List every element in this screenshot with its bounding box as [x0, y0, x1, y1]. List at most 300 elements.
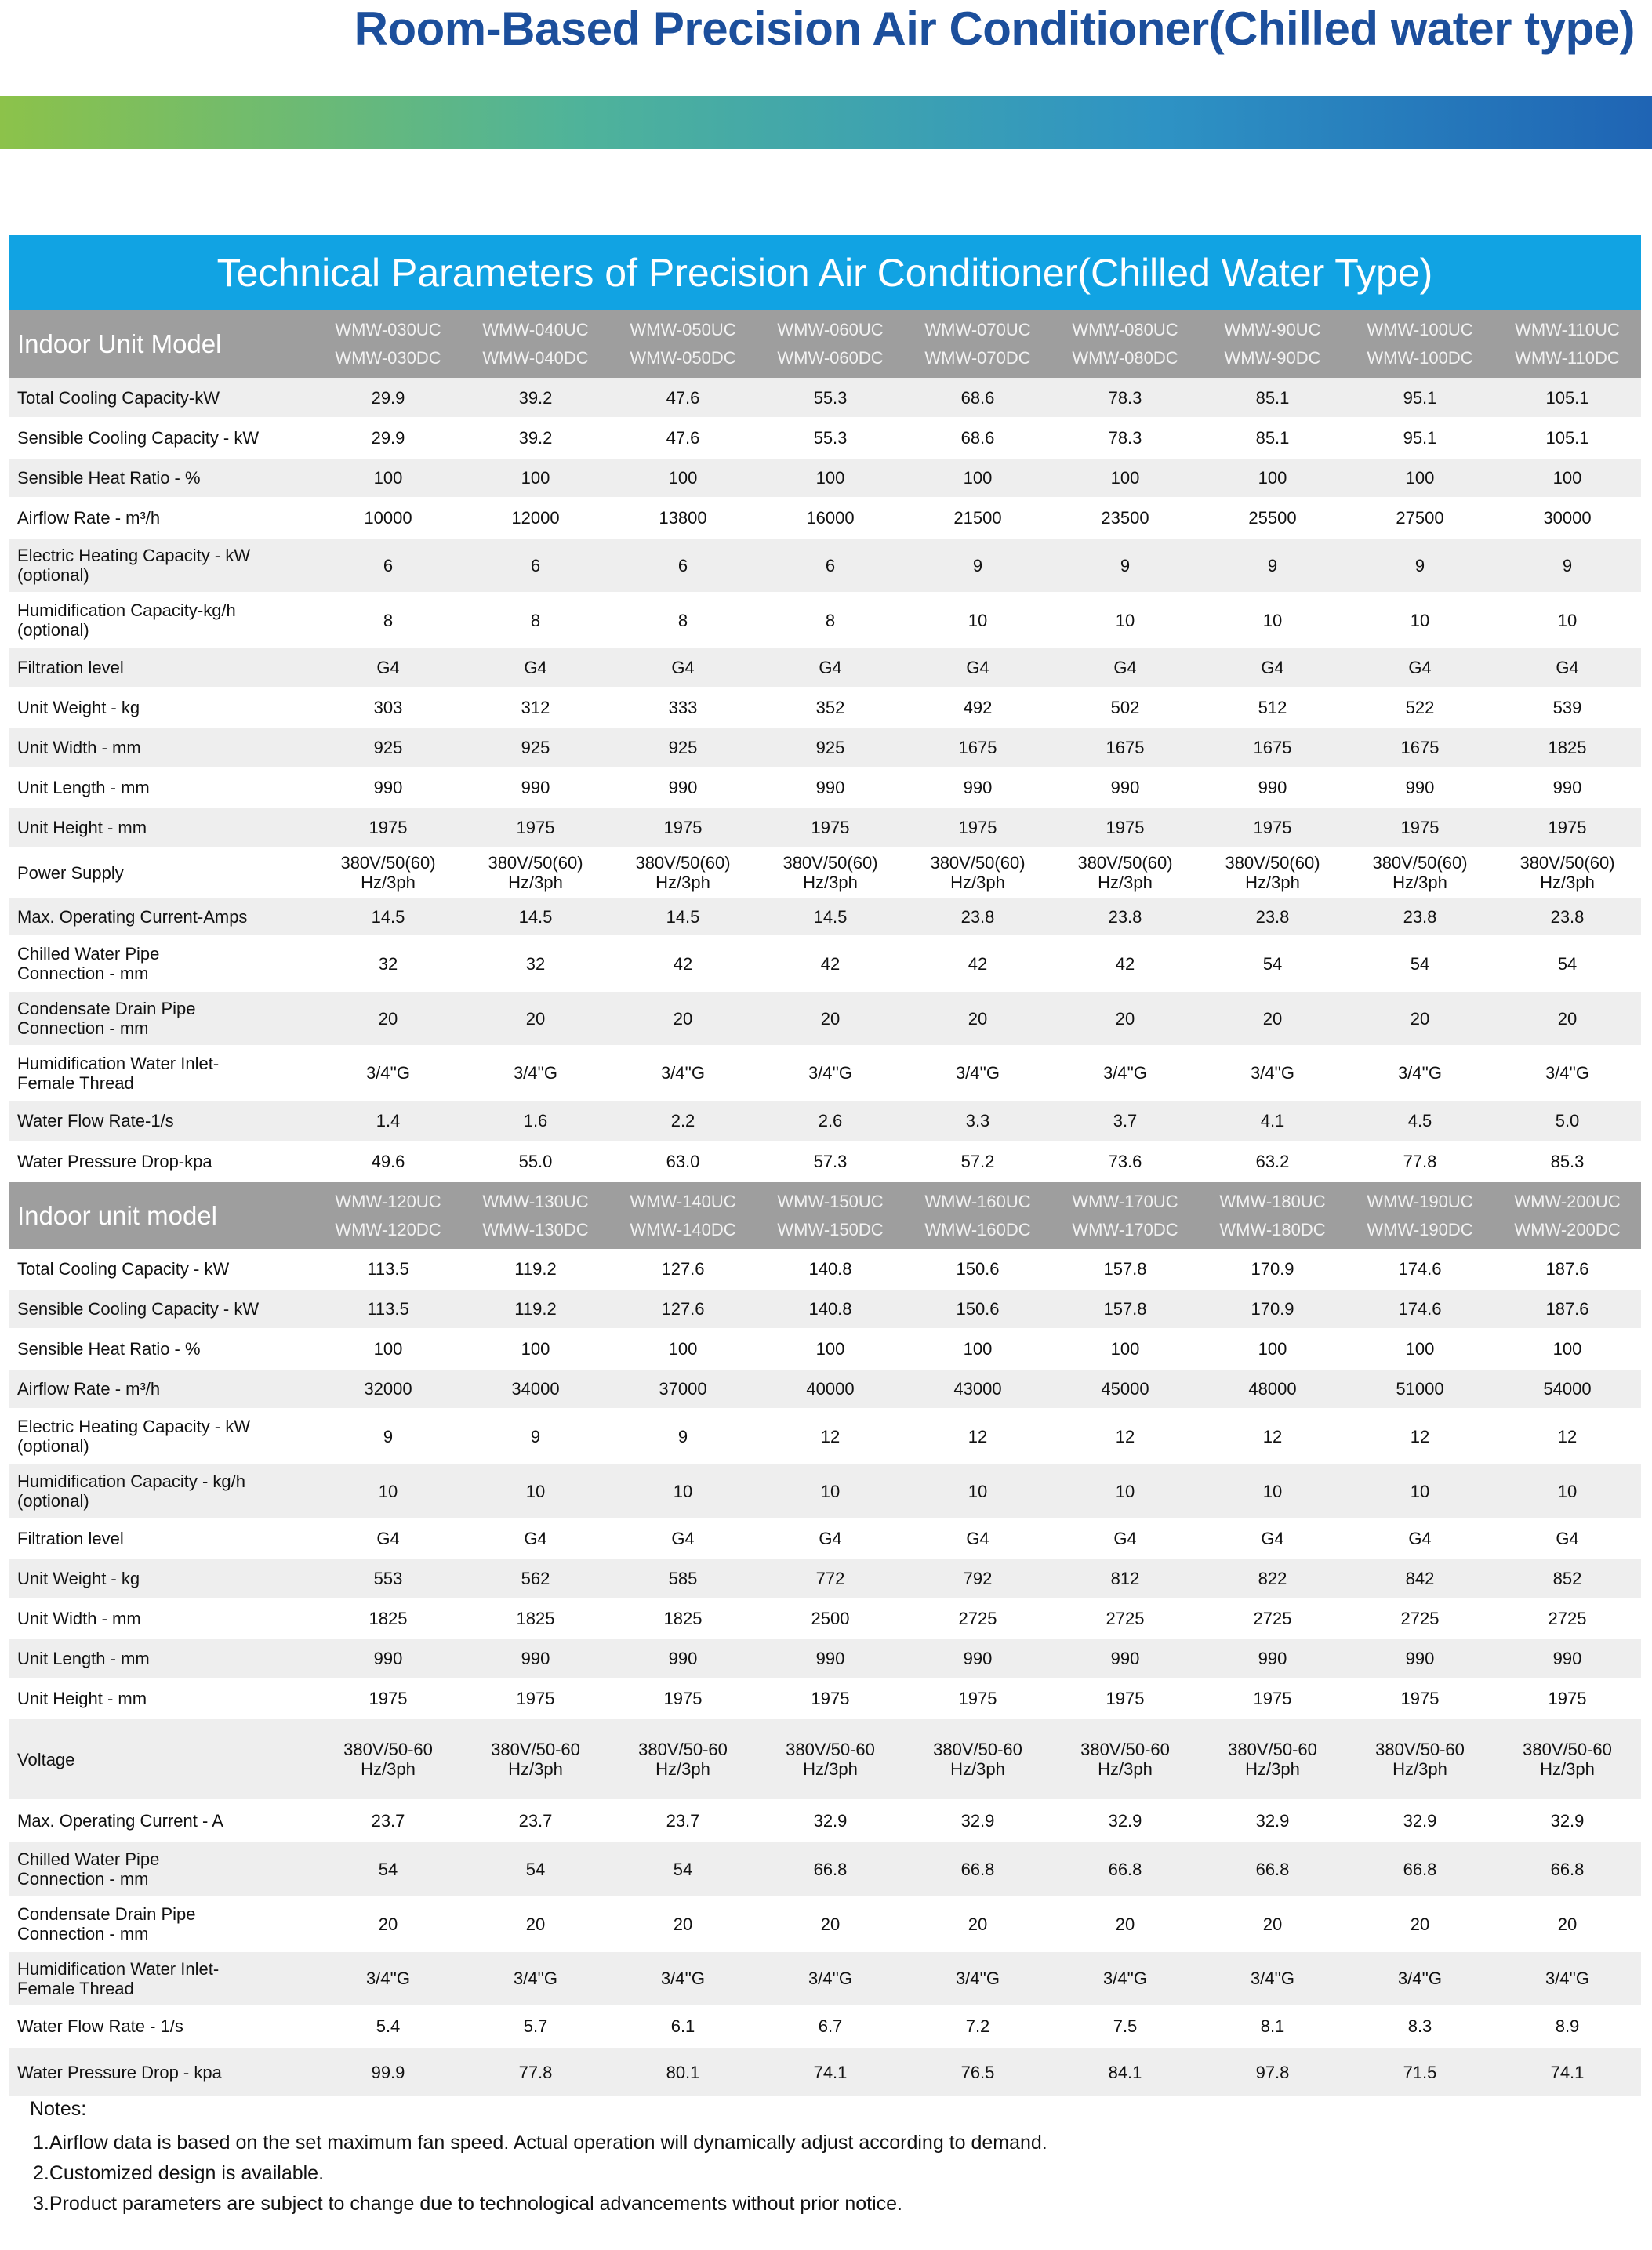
value-cell: 1825: [1494, 728, 1641, 768]
value-cell: 9: [1051, 538, 1199, 593]
value-cell: 23.7: [609, 1800, 757, 1842]
spec-table: [9, 310, 1641, 2098]
value-cell: 380V/50(60) Hz/3ph: [1051, 847, 1199, 898]
decorative-gradient-band: [0, 96, 1652, 149]
parameter-label: Max. Operating Current - A: [9, 1800, 314, 1842]
value-cell: 10: [757, 1464, 904, 1519]
value-cell: 20: [1494, 991, 1641, 1046]
value-cell: 10: [1346, 1464, 1494, 1519]
table-row: [9, 1718, 1641, 1800]
table-row: [9, 768, 1641, 807]
parameter-label: Filtration level: [9, 648, 314, 688]
value-cell: 10: [1346, 593, 1494, 648]
value-cell: 1975: [609, 1678, 757, 1718]
model-header-cell: [609, 1181, 757, 1249]
value-cell: 1975: [314, 1678, 462, 1718]
value-cell: 29.9: [314, 418, 462, 458]
value-cell: 55.0: [462, 1141, 609, 1181]
value-cell: 10: [904, 593, 1051, 648]
value-cell: 85.1: [1199, 418, 1346, 458]
value-cell: 23.8: [1346, 898, 1494, 936]
model-code: WMW-190UC: [1367, 1191, 1473, 1211]
value-cell: 14.5: [462, 898, 609, 936]
model-code: WMW-140UC: [630, 1191, 736, 1211]
value-cell: 54: [314, 1842, 462, 1896]
model-code: WMW-200DC: [1514, 1219, 1621, 1239]
value-cell: 990: [757, 1639, 904, 1678]
value-cell: 522: [1346, 688, 1494, 728]
value-cell: 10: [1051, 593, 1199, 648]
value-cell: 3/4''G: [609, 1046, 757, 1100]
model-header-cell: [314, 1181, 462, 1249]
value-cell: 25500: [1199, 498, 1346, 538]
value-cell: 3/4''G: [1346, 1046, 1494, 1100]
value-cell: G4: [1346, 1519, 1494, 1559]
value-cell: 990: [904, 1639, 1051, 1678]
table-row: [9, 991, 1641, 1046]
value-cell: 1975: [1346, 807, 1494, 847]
model-code: WMW-040UC: [482, 320, 589, 339]
value-cell: G4: [462, 1519, 609, 1559]
value-cell: 2725: [1199, 1599, 1346, 1639]
parameter-label: Power Supply: [9, 847, 314, 898]
value-cell: G4: [314, 648, 462, 688]
value-cell: 990: [1051, 768, 1199, 807]
table-row: [9, 1329, 1641, 1369]
value-cell: 57.3: [757, 1141, 904, 1181]
value-cell: 9: [904, 538, 1051, 593]
value-cell: G4: [609, 648, 757, 688]
model-code: WMW-040DC: [482, 348, 589, 368]
parameter-label: Electric Heating Capacity - kW (optional): [9, 538, 314, 593]
value-cell: 85.1: [1199, 378, 1346, 418]
model-header-cell: [314, 310, 462, 378]
value-cell: 9: [314, 1409, 462, 1464]
value-cell: 12: [1051, 1409, 1199, 1464]
value-cell: 3/4''G: [1494, 1951, 1641, 2005]
value-cell: 1.4: [314, 1100, 462, 1141]
value-cell: 5.0: [1494, 1100, 1641, 1141]
value-cell: 100: [314, 458, 462, 498]
value-cell: 43000: [904, 1369, 1051, 1409]
table-row: [9, 498, 1641, 538]
model-code: WMW-100DC: [1367, 348, 1473, 368]
value-cell: 812: [1051, 1559, 1199, 1599]
value-cell: 3/4''G: [1494, 1046, 1641, 1100]
value-cell: 20: [462, 1896, 609, 1951]
value-cell: 32.9: [1494, 1800, 1641, 1842]
value-cell: 127.6: [609, 1249, 757, 1289]
value-cell: G4: [1494, 648, 1641, 688]
table-row: [9, 728, 1641, 768]
value-cell: G4: [314, 1519, 462, 1559]
value-cell: 990: [1346, 768, 1494, 807]
value-cell: 1975: [1199, 1678, 1346, 1718]
value-cell: 73.6: [1051, 1141, 1199, 1181]
value-cell: 3/4''G: [1199, 1046, 1346, 1100]
value-cell: G4: [1494, 1519, 1641, 1559]
model-code: WMW-050UC: [630, 320, 736, 339]
parameter-label: Condensate Drain Pipe Connection - mm: [9, 1896, 314, 1951]
value-cell: 23.8: [1494, 898, 1641, 936]
table-row: [9, 1842, 1641, 1896]
table-row: [9, 898, 1641, 936]
parameter-label: Humidification Capacity - kg/h (optional): [9, 1464, 314, 1519]
value-cell: 925: [609, 728, 757, 768]
value-cell: 23.8: [1051, 898, 1199, 936]
value-cell: 2725: [1494, 1599, 1641, 1639]
value-cell: 6.7: [757, 2005, 904, 2047]
value-cell: 6: [314, 538, 462, 593]
table-row: [9, 1249, 1641, 1289]
model-code: WMW-170UC: [1072, 1191, 1178, 1211]
value-cell: 1825: [609, 1599, 757, 1639]
value-cell: 1975: [757, 807, 904, 847]
value-cell: 1975: [1051, 807, 1199, 847]
value-cell: 852: [1494, 1559, 1641, 1599]
value-cell: 380V/50-60 Hz/3ph: [1346, 1718, 1494, 1800]
value-cell: 42: [609, 936, 757, 991]
parameter-label: Unit Height - mm: [9, 807, 314, 847]
value-cell: 8.3: [1346, 2005, 1494, 2047]
parameter-label: Airflow Rate - m³/h: [9, 498, 314, 538]
value-cell: 492: [904, 688, 1051, 728]
value-cell: 8: [462, 593, 609, 648]
value-cell: 380V/50-60 Hz/3ph: [1494, 1718, 1641, 1800]
value-cell: G4: [904, 648, 1051, 688]
value-cell: 32.9: [757, 1800, 904, 1842]
value-cell: 502: [1051, 688, 1199, 728]
value-cell: 925: [314, 728, 462, 768]
value-cell: 10: [1051, 1464, 1199, 1519]
value-cell: 66.8: [1346, 1842, 1494, 1896]
parameter-label: Filtration level: [9, 1519, 314, 1559]
value-cell: 380V/50-60 Hz/3ph: [757, 1718, 904, 1800]
value-cell: 312: [462, 688, 609, 728]
value-cell: 6: [462, 538, 609, 593]
value-cell: 20: [609, 1896, 757, 1951]
value-cell: 32.9: [1199, 1800, 1346, 1842]
value-cell: 95.1: [1346, 418, 1494, 458]
value-cell: 68.6: [904, 418, 1051, 458]
value-cell: 12: [1199, 1409, 1346, 1464]
value-cell: 66.8: [1051, 1842, 1199, 1896]
value-cell: 3.3: [904, 1100, 1051, 1141]
value-cell: 150.6: [904, 1249, 1051, 1289]
value-cell: G4: [1051, 648, 1199, 688]
value-cell: 8.1: [1199, 2005, 1346, 2047]
value-cell: 1675: [1051, 728, 1199, 768]
value-cell: 990: [757, 768, 904, 807]
value-cell: 74.1: [757, 2047, 904, 2097]
table-row: [9, 593, 1641, 648]
value-cell: 40000: [757, 1369, 904, 1409]
value-cell: 20: [757, 1896, 904, 1951]
value-cell: 9: [1346, 538, 1494, 593]
value-cell: 78.3: [1051, 418, 1199, 458]
value-cell: 12: [904, 1409, 1051, 1464]
model-header-cell: [1494, 310, 1641, 378]
value-cell: 303: [314, 688, 462, 728]
model-code: WMW-140DC: [630, 1219, 736, 1239]
note-item: 1.Airflow data is based on the set maximum fan speed. Actual operation will dynamically adjust according to demand.: [33, 2132, 1047, 2154]
value-cell: 45000: [1051, 1369, 1199, 1409]
value-cell: 99.9: [314, 2047, 462, 2097]
value-cell: 14.5: [757, 898, 904, 936]
value-cell: 150.6: [904, 1289, 1051, 1329]
value-cell: 32.9: [904, 1800, 1051, 1842]
value-cell: 842: [1346, 1559, 1494, 1599]
table-row: [9, 1678, 1641, 1718]
value-cell: 1675: [1199, 728, 1346, 768]
value-cell: 100: [904, 458, 1051, 498]
value-cell: 10: [314, 1464, 462, 1519]
model-code: WMW-030UC: [335, 320, 441, 339]
value-cell: 2500: [757, 1599, 904, 1639]
table-row: [9, 1519, 1641, 1559]
parameter-label: Chilled Water Pipe Connection - mm: [9, 1842, 314, 1896]
value-cell: 23500: [1051, 498, 1199, 538]
value-cell: 100: [1346, 1329, 1494, 1369]
value-cell: 772: [757, 1559, 904, 1599]
value-cell: 32: [314, 936, 462, 991]
model-header-cell: [462, 1181, 609, 1249]
model-header-cell: [757, 310, 904, 378]
model-code: WMW-130DC: [482, 1219, 589, 1239]
value-cell: 9: [1199, 538, 1346, 593]
page-title: Room-Based Precision Air Conditioner(Chilled water type): [354, 2, 1635, 55]
value-cell: 100: [1199, 1329, 1346, 1369]
parameter-label: Water Pressure Drop - kpa: [9, 2047, 314, 2097]
value-cell: 20: [462, 991, 609, 1046]
value-cell: 3/4''G: [757, 1046, 904, 1100]
value-cell: 20: [314, 991, 462, 1046]
value-cell: 6: [609, 538, 757, 593]
table-row: [9, 1800, 1641, 1842]
value-cell: 20: [1346, 1896, 1494, 1951]
value-cell: 51000: [1346, 1369, 1494, 1409]
value-cell: 2725: [1051, 1599, 1199, 1639]
value-cell: 100: [757, 458, 904, 498]
value-cell: 66.8: [904, 1842, 1051, 1896]
value-cell: 380V/50-60 Hz/3ph: [314, 1718, 462, 1800]
table-row: [9, 1046, 1641, 1100]
table-row: [9, 538, 1641, 593]
table-row: [9, 688, 1641, 728]
model-header-label: Indoor unit model: [9, 1181, 314, 1249]
table-row: [9, 1369, 1641, 1409]
parameter-label: Unit Height - mm: [9, 1678, 314, 1718]
value-cell: 113.5: [314, 1249, 462, 1289]
model-code: WMW-120DC: [335, 1219, 441, 1239]
value-cell: G4: [904, 1519, 1051, 1559]
value-cell: 55.3: [757, 378, 904, 418]
value-cell: 9: [462, 1409, 609, 1464]
value-cell: 3/4''G: [1199, 1951, 1346, 2005]
value-cell: 54: [1494, 936, 1641, 991]
value-cell: 100: [1051, 458, 1199, 498]
parameter-label: Max. Operating Current-Amps: [9, 898, 314, 936]
model-header-cell: [1199, 1181, 1346, 1249]
value-cell: G4: [757, 1519, 904, 1559]
parameter-label: Total Cooling Capacity-kW: [9, 378, 314, 418]
parameter-label: Airflow Rate - m³/h: [9, 1369, 314, 1409]
value-cell: 5.4: [314, 2005, 462, 2047]
value-cell: 2.6: [757, 1100, 904, 1141]
value-cell: 32.9: [1346, 1800, 1494, 1842]
value-cell: 10: [1199, 1464, 1346, 1519]
value-cell: 990: [1346, 1639, 1494, 1678]
model-code: WMW-150DC: [777, 1219, 884, 1239]
value-cell: 10: [1494, 1464, 1641, 1519]
value-cell: 20: [904, 1896, 1051, 1951]
value-cell: 1975: [1199, 807, 1346, 847]
value-cell: 13800: [609, 498, 757, 538]
value-cell: 6: [757, 538, 904, 593]
value-cell: 16000: [757, 498, 904, 538]
value-cell: 48000: [1199, 1369, 1346, 1409]
model-code: WMW-110UC: [1515, 320, 1620, 339]
value-cell: 3.7: [1051, 1100, 1199, 1141]
table-row: [9, 2047, 1641, 2097]
value-cell: 990: [314, 768, 462, 807]
value-cell: 14.5: [314, 898, 462, 936]
note-item: 2.Customized design is available.: [33, 2162, 325, 2184]
value-cell: 380V/50-60 Hz/3ph: [904, 1718, 1051, 1800]
model-header-cell: [1051, 310, 1199, 378]
model-code: WMW-180DC: [1219, 1219, 1326, 1239]
value-cell: G4: [462, 648, 609, 688]
table-row: [9, 2005, 1641, 2047]
notes-heading: Notes:: [30, 2098, 87, 2120]
value-cell: 174.6: [1346, 1289, 1494, 1329]
value-cell: 1975: [462, 1678, 609, 1718]
value-cell: 100: [904, 1329, 1051, 1369]
value-cell: 100: [757, 1329, 904, 1369]
value-cell: 3/4''G: [314, 1951, 462, 2005]
value-cell: 8: [757, 593, 904, 648]
parameter-label: Sensible Heat Ratio - %: [9, 458, 314, 498]
value-cell: 822: [1199, 1559, 1346, 1599]
table-row: [9, 458, 1641, 498]
model-code: WMW-060UC: [777, 320, 884, 339]
table-row: [9, 648, 1641, 688]
value-cell: 100: [609, 458, 757, 498]
value-cell: 562: [462, 1559, 609, 1599]
value-cell: 990: [1494, 1639, 1641, 1678]
model-header-cell: [1346, 310, 1494, 378]
parameter-label: Sensible Cooling Capacity - kW: [9, 418, 314, 458]
value-cell: 119.2: [462, 1249, 609, 1289]
value-cell: 47.6: [609, 378, 757, 418]
value-cell: 1825: [314, 1599, 462, 1639]
value-cell: 1975: [1494, 807, 1641, 847]
value-cell: 3/4''G: [1346, 1951, 1494, 2005]
value-cell: 63.0: [609, 1141, 757, 1181]
model-code: WMW-100UC: [1367, 320, 1473, 339]
value-cell: 170.9: [1199, 1289, 1346, 1329]
value-cell: 39.2: [462, 418, 609, 458]
value-cell: 76.5: [904, 2047, 1051, 2097]
value-cell: 1975: [757, 1678, 904, 1718]
value-cell: 1975: [462, 807, 609, 847]
value-cell: 85.3: [1494, 1141, 1641, 1181]
value-cell: 66.8: [1199, 1842, 1346, 1896]
value-cell: 990: [462, 768, 609, 807]
value-cell: 10000: [314, 498, 462, 538]
model-header-row: [9, 1181, 1641, 1249]
value-cell: 42: [904, 936, 1051, 991]
model-code: WMW-130UC: [482, 1191, 589, 1211]
value-cell: 54: [1199, 936, 1346, 991]
value-cell: 140.8: [757, 1249, 904, 1289]
value-cell: 37000: [609, 1369, 757, 1409]
value-cell: 792: [904, 1559, 1051, 1599]
value-cell: 23.8: [1199, 898, 1346, 936]
value-cell: 1975: [904, 1678, 1051, 1718]
value-cell: 12000: [462, 498, 609, 538]
value-cell: 380V/50(60) Hz/3ph: [1346, 847, 1494, 898]
value-cell: 54: [1346, 936, 1494, 991]
value-cell: 990: [609, 768, 757, 807]
model-code: WMW-160DC: [924, 1219, 1031, 1239]
model-header-cell: [757, 1181, 904, 1249]
table-row: [9, 847, 1641, 898]
model-header-row: [9, 310, 1641, 378]
model-code: WMW-90DC: [1224, 348, 1321, 368]
value-cell: 84.1: [1051, 2047, 1199, 2097]
value-cell: 66.8: [1494, 1842, 1641, 1896]
value-cell: 512: [1199, 688, 1346, 728]
model-header-label: Indoor Unit Model: [9, 310, 314, 378]
value-cell: 3/4''G: [757, 1951, 904, 2005]
value-cell: 47.6: [609, 418, 757, 458]
value-cell: 990: [1199, 768, 1346, 807]
parameter-label: Electric Heating Capacity - kW (optional): [9, 1409, 314, 1464]
value-cell: 30000: [1494, 498, 1641, 538]
value-cell: 990: [462, 1639, 609, 1678]
value-cell: 2725: [904, 1599, 1051, 1639]
value-cell: 5.7: [462, 2005, 609, 2047]
table-row: [9, 1100, 1641, 1141]
value-cell: 1.6: [462, 1100, 609, 1141]
value-cell: 55.3: [757, 418, 904, 458]
value-cell: 3/4''G: [904, 1046, 1051, 1100]
value-cell: 23.8: [904, 898, 1051, 936]
value-cell: 990: [1199, 1639, 1346, 1678]
value-cell: 23.7: [462, 1800, 609, 1842]
model-code: WMW-170DC: [1072, 1219, 1178, 1239]
value-cell: 42: [1051, 936, 1199, 991]
value-cell: 119.2: [462, 1289, 609, 1329]
model-code: WMW-160UC: [924, 1191, 1031, 1211]
value-cell: 100: [314, 1329, 462, 1369]
value-cell: 12: [757, 1409, 904, 1464]
parameter-label: Humidification Capacity-kg/h (optional): [9, 593, 314, 648]
value-cell: G4: [1199, 648, 1346, 688]
table-row: [9, 1289, 1641, 1329]
value-cell: 10: [904, 1464, 1051, 1519]
value-cell: 9: [1494, 538, 1641, 593]
model-header-cell: [904, 1181, 1051, 1249]
value-cell: 380V/50(60) Hz/3ph: [757, 847, 904, 898]
table-row: [9, 1559, 1641, 1599]
value-cell: 187.6: [1494, 1249, 1641, 1289]
value-cell: G4: [609, 1519, 757, 1559]
value-cell: 380V/50-60 Hz/3ph: [462, 1718, 609, 1800]
value-cell: 1975: [904, 807, 1051, 847]
model-code: WMW-110DC: [1515, 348, 1620, 368]
